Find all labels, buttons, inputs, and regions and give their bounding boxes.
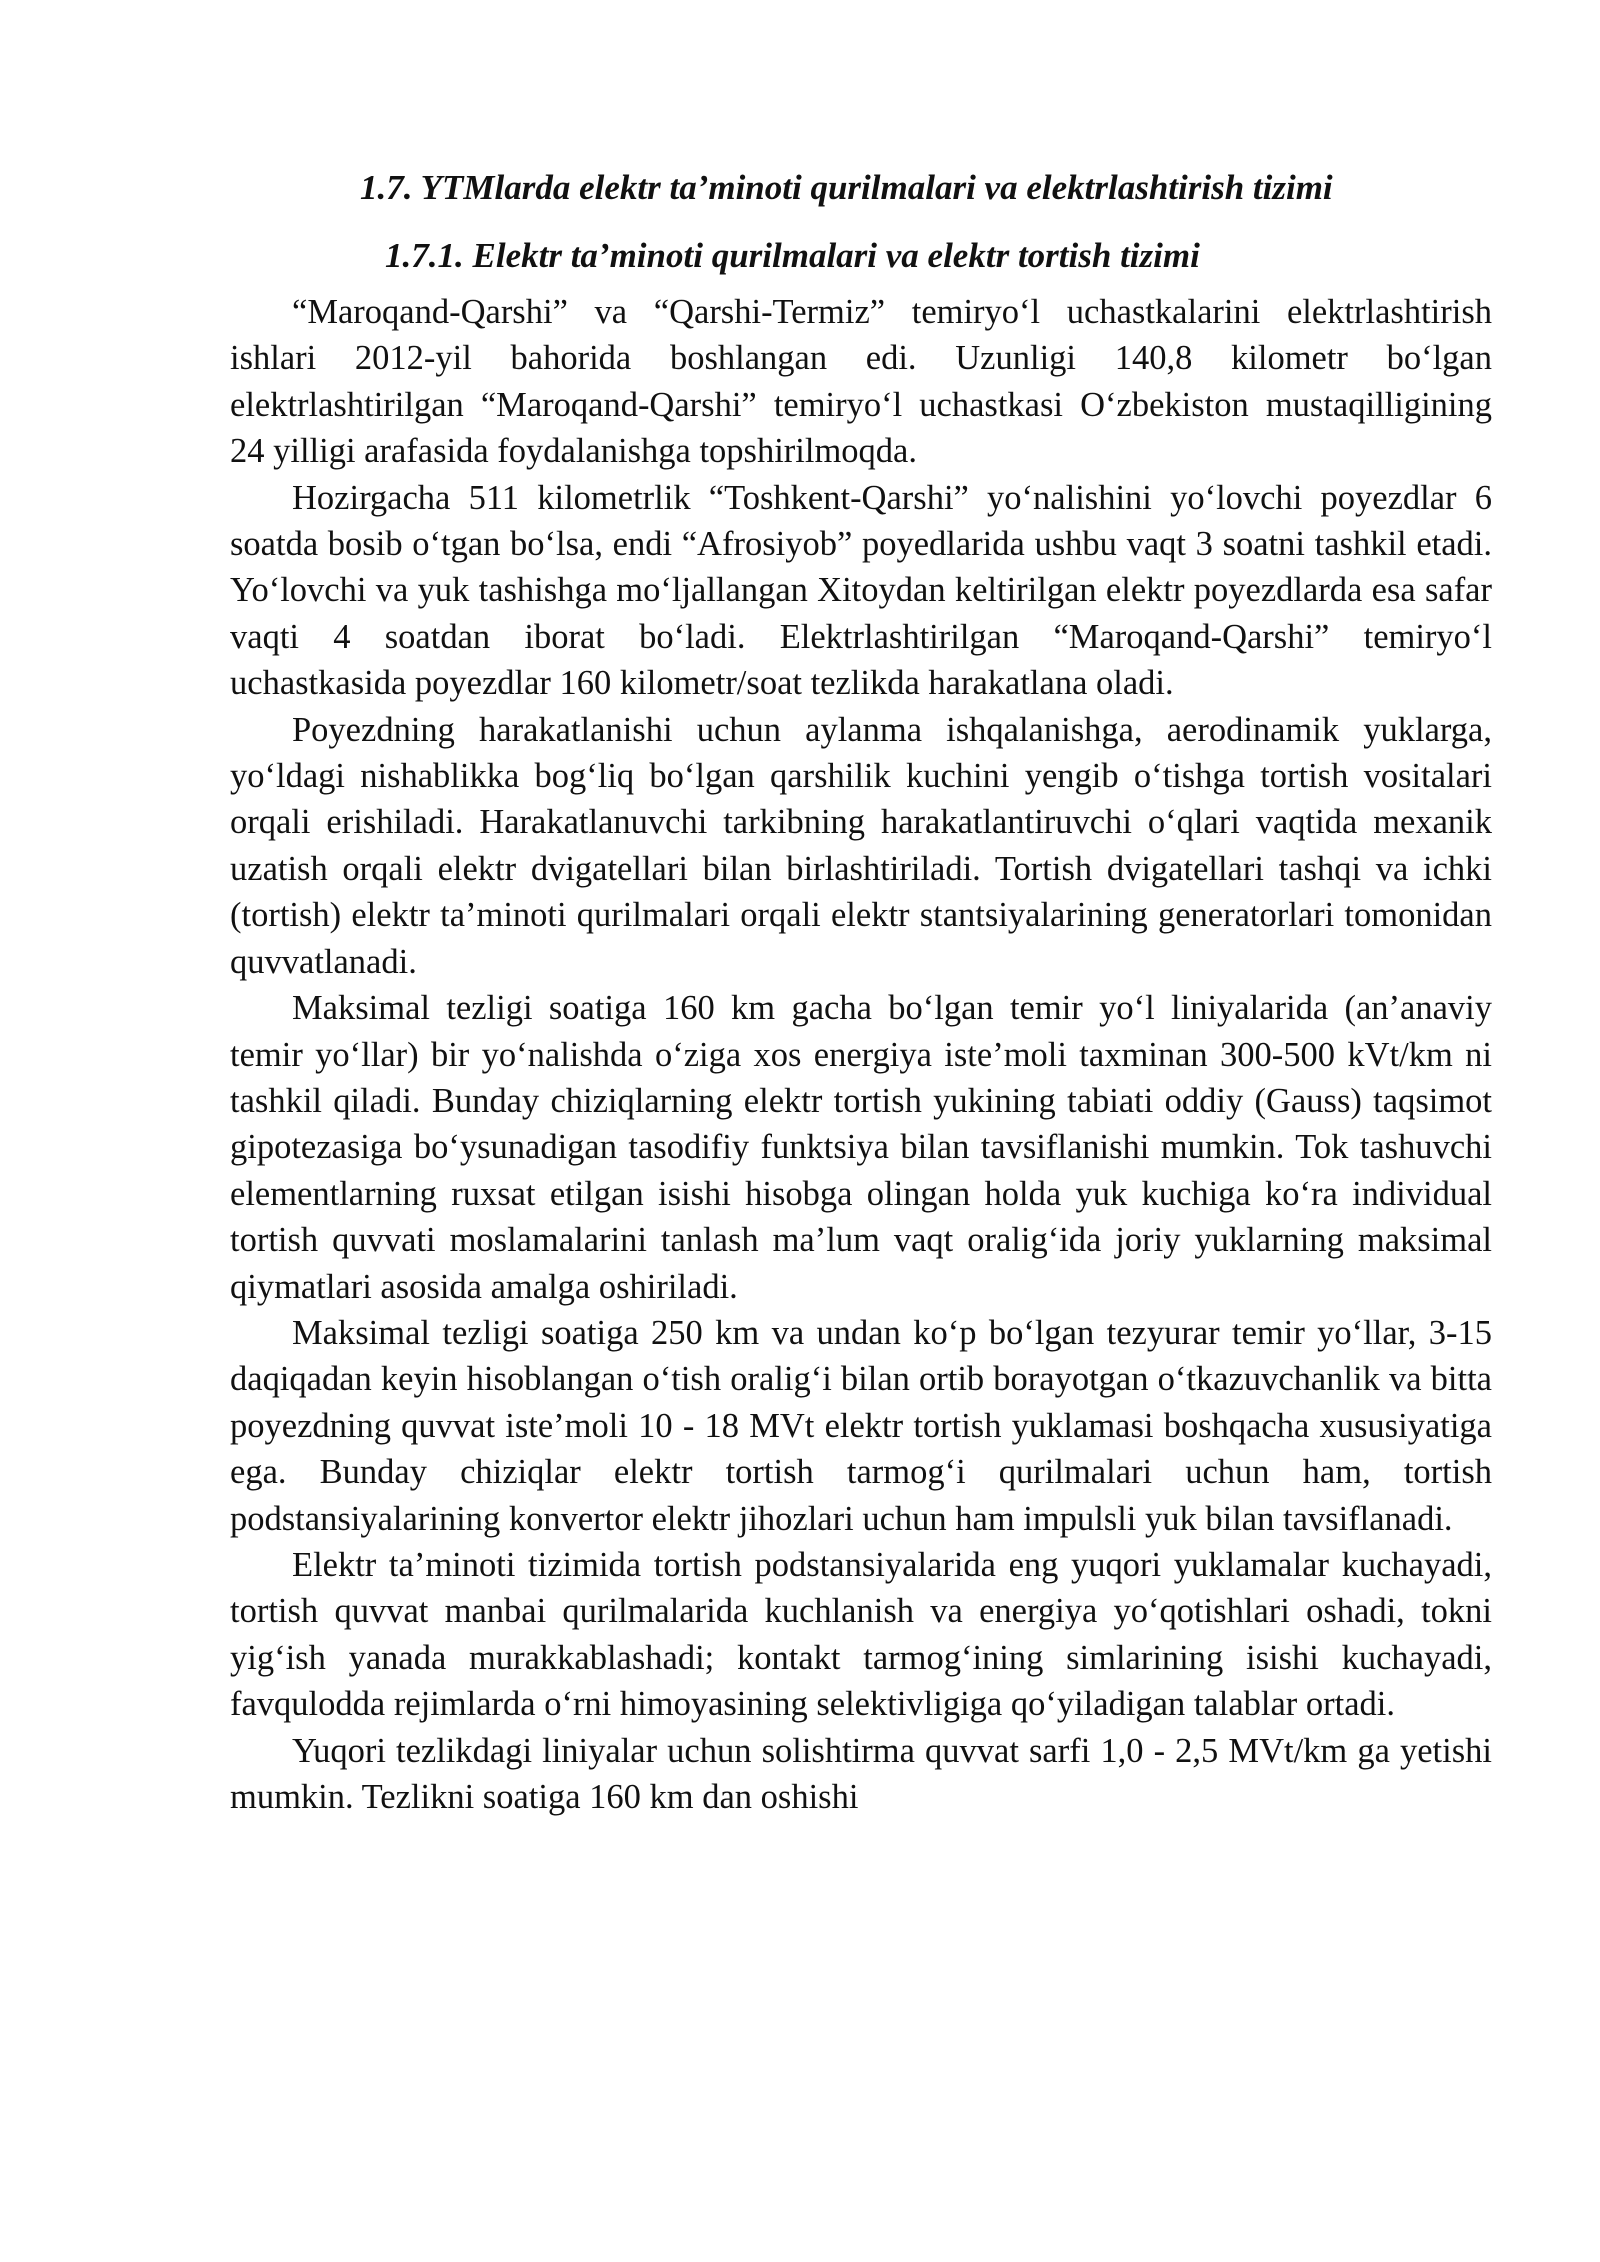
paragraph-6: Elektr ta’minoti tizimida tortish podstansiyalarida eng yuqori yuklamalar kuchayadi, tortish quvvat manbai qurilmalarida kuchlanish va energiya yo‘qotishlari oshadi, tokni yig‘ish yanada murakkablashadi; kontakt tarmog‘ining simlarining isishi kuchayadi, favqulodda rejimlarda o‘rni himoyasining selektivligiga qo‘yiladigan talablar ortadi. <box>230 1545 1492 1724</box>
paragraph-7: Yuqori tezlikdagi liniyalar uchun solishtirma quvvat sarfi 1,0 - 2,5 MVt/km ga yetishi mumkin. Tezlikni soatiga 160 km dan oshishi <box>230 1731 1492 1816</box>
paragraph-2: Hozirgacha 511 kilometrlik “Toshkent-Qarshi” yo‘nalishini yo‘lovchi poyezdlar 6 soatda bosib o‘tgan bo‘lsa, endi “Afrosiyob” poyedlarida ushbu vaqt 3 soatni tashkil etadi. Yo‘lovchi va yuk tashishga mo‘ljallangan Xitoydan keltirilgan elektr poyezdlarda esa safar vaqti 4 soatdan iborat bo‘ladi. Elektrlashtirilgan “Maroqand-Qarshi” temiryo‘l uchastkasida poyezdlar 160 kilometr/soat tezlikda harakatlana oladi. <box>230 478 1492 703</box>
section-heading: 1.7. YTMlarda elektr ta’minoti qurilmalari va elektrlashtirish tizimi <box>360 168 1333 207</box>
paragraph-1: “Maroqand-Qarshi” va “Qarshi-Termiz” temiryo‘l uchastkalarini elektrlashtirish ishlari 2012-yil bahorida boshlangan edi. Uzunligi 140,8 kilometr bo‘lgan elektrlashtirilgan “Maroqand-Qarshi” temiryo‘l uchastkasi O‘zbekiston mustaqilligining 24 yilligi arafasida foydalanishga topshirilmoqda. <box>230 293 1492 471</box>
paragraph-3: Poyezdning harakatlanishi uchun aylanma ishqalanishga, aerodinamik yuklarga, yo‘ldagi nishablikka bog‘liq bo‘lgan qarshilik kuchini yengib o‘tishga tortish vositalari orqali erishiladi. Harakatlanuvchi tarkibning harakatlantiruvchi o‘qlari vaqtida mexanik uzatish orqali elektr dvigatellari bilan birlashtiriladi. Tortish dvigatellari tashqi va ichki (tortish) elektr ta’minoti qurilmalari orqali elektr stantsiyalarining generatorlari tomonidan quvvatlanadi. <box>230 710 1492 981</box>
paragraph-5: Maksimal tezligi soatiga 250 km va undan ko‘p bo‘lgan tezyurar temir yo‘llar, 3-15 daqiqadan keyin hisoblangan o‘tish oralig‘i bilan ortib borayotgan o‘tkazuvchanlik va bitta poyezdning quvvat iste’moli 10 - 18 MVt elektr tortish yuklamasi boshqacha xususiyatiga ega. Bunday chiziqlar elektr tortish tarmog‘i qurilmalari uchun ham, tortish podstansiyalarining konvertor elektr jihozlari uchun ham impulsli yuk bilan tavsiflanadi. <box>230 1313 1492 1538</box>
page-content <box>230 165 1492 1820</box>
paragraph-4: Maksimal tezligi soatiga 160 km gacha bo‘lgan temir yo‘l liniyalarida (an’anaviy temir yo‘llar) bir yo‘nalishda o‘ziga xos energiya iste’moli taxminan 300-500 kVt/km ni tashkil qiladi. Bunday chiziqlarning elektr tortish yukining tabiati oddiy (Gauss) taqsimot gipotezasiga bo‘ysunadigan tasodifiy funktsiya bilan tavsiflanishi mumkin. Tok tashuvchi elementlarning ruxsat etilgan isishi hisobga olingan holda yuk kuchiga ko‘ra individual tortish quvvati moslamalarini tanlash ma’lum vaqt oralig‘ida joriy yuklarning maksimal qiymatlari asosida amalga oshiriladi. <box>230 989 1492 1306</box>
subsection-heading: 1.7.1. Elektr ta’minoti qurilmalari va elektr tortish tizimi <box>385 236 1200 275</box>
